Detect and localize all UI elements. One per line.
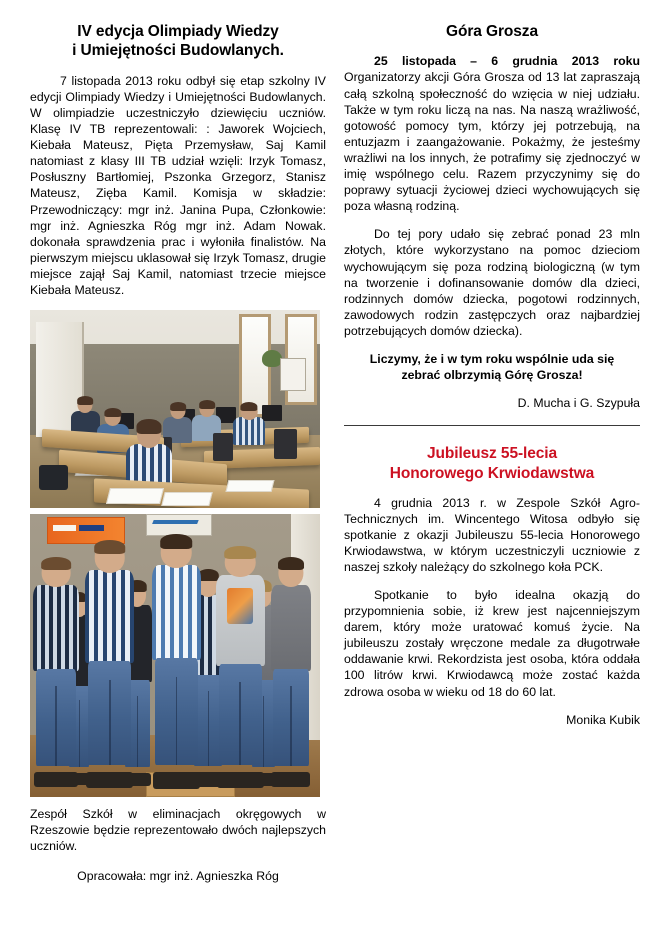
gora-grosza-heading: Góra Grosza: [446, 23, 538, 40]
gora-grosza-date-lead: 25 listopada – 6 grudnia 2013 roku: [374, 54, 640, 69]
board-stripe: [153, 520, 199, 524]
left-heading-line-2: i Umiejętności Budowlanych.: [72, 42, 284, 60]
photo-chair: [274, 429, 297, 459]
krwiodawstwo-heading-line-1: Jubileusz 55-lecia: [426, 445, 557, 463]
photo-chair: [213, 433, 233, 461]
krwiodawstwo-heading: [344, 444, 640, 484]
photo-caption: Zespół Szkół w eliminacjach okręgowych w Rzeszowie będzie reprezentowało dwóch najlepszych uczniów.: [30, 807, 326, 854]
photo-paper-sheet: [162, 492, 214, 506]
photo-student-group: [30, 514, 320, 797]
section-divider: [344, 425, 640, 426]
gora-grosza-closing: [344, 351, 640, 383]
two-column-layout: [30, 22, 640, 884]
banner-block-blue: [79, 525, 105, 531]
photo-paper-sheet: [226, 480, 274, 492]
gora-grosza-paragraph-1: [344, 53, 640, 214]
photo-person: [85, 542, 134, 774]
photo-person: [33, 559, 79, 774]
gora-grosza-paragraph-2: Do tej pory udało się zebrać ponad 23 mln złotych, które wykorzystano na pomoc dzieciom wychowującym się poza rodziną biologiczną (w tym na tworzenie i dofinansowanie domów dla dzieci, rodzinnych domów dziecka, pogotowi rodzinnych, zawodowych rodzin zastępczych oraz najbardziej potrzebujących domów dziecka).: [344, 227, 640, 338]
left-heading-line-1: IV edycja Olimpiady Wiedzy: [77, 23, 279, 40]
left-article-heading: [30, 22, 326, 61]
photo-backpack: [39, 465, 68, 491]
photo-plant: [262, 350, 282, 368]
left-article-author: Opracowała: mgr inż. Agnieszka Róg: [77, 869, 279, 884]
krwiodawstwo-signature: Monika Kubik: [566, 712, 640, 727]
photo-person: [216, 548, 265, 774]
photo-classroom-olympiad: [30, 310, 320, 508]
photo-person: [271, 559, 312, 774]
krwiodawstwo-heading-line-2: Honorowego Krwiodawstwa: [389, 465, 595, 483]
gora-grosza-closing-line-1: Liczymy, że i w tym roku wspólnie uda się: [369, 351, 615, 366]
gora-grosza-signature: D. Mucha i G. Szypuła: [517, 396, 640, 411]
right-column: [344, 22, 640, 738]
photo-student: [233, 403, 265, 445]
gora-grosza-closing-line-2: zebrać olbrzymią Górę Grosza!: [401, 368, 583, 383]
krwiodawstwo-paragraph-2: Spotkanie to było idealna okazją do przypomnienia sobie, iż krew jest najcenniejszym darem, który może uratować komuś życie. Na jubileuszu zostały wręczone medale za długotrwałe oddawanie krwi. Rekordzista jest osoba, która oddała 100 litrów krwi. Krwiodawcą może zostać każda zdrowa osoba w wieku od 18 do 60 lat.: [344, 588, 640, 699]
photo-student-foreground: [126, 421, 172, 488]
left-column: [30, 22, 326, 884]
left-article-paragraph: 7 listopada 2013 roku odbył się etap szkolny IV edycji Olimpiady Wiedzy i Umiejętności Budowlanych. W olimpiadzie uczestniczyło dziewięciu uczniów. Klasę IV TB reprezentowali: : Jaworek Wojciech, Kiebała Mateusz, Pięta Przemysław, Saj Kamil natomiast z klasy III TB udział wzięli: Irzyk Tomasz, Posłuszny Bartłomiej, Pszonka Grzegorz, Stanisz Mateusz, Zięba Kamil. Komisja w składzie: Przewodniczący: mgr inż. Janina Pupa, Członkowie: mgr inż. Agnieszka Róg mgr inż. Adam Nowak. dokonała sprawdzenia prac i wyłoniła finalistów. Na pierwszym miejscu uklasował się Irzyk Tomasz, drugie miejsce zajął Saj Kamil, natomiast trzecie miejsce Kiebała Mateusz.: [30, 73, 326, 297]
photo-wall-board: [146, 514, 212, 536]
krwiodawstwo-paragraph-1: 4 grudnia 2013 r. w Zespole Szkół Agro-Technicznych im. Wincentego Witosa odbyło się spotkanie z okazji Jubileuszu 55-lecia Honorowego Krwiodawstwa, w którym uczestniczyli uczniowie z naszej szkoły należący do szkolnego koła PCK.: [344, 495, 640, 574]
gora-grosza-paragraph-1-rest: Organizatorzy akcji Góra Grosza od 13 lat zapraszają całą szkolną społeczność do wzięcia w niej udziału. Także w tym roku liczą na nas. Na naszą wrażliwość, gotowość pomocy tym, którzy jej potrzebują, na entuzjazm i zaangażowanie. Pokażmy, że jesteśmy wrażliwi na los innych, że potrafimy się zjednoczyć w imię wspólnego celu. Razem przyczynimy się do poprawy sytuacji życiowej dzieci wychowujących się poza własną rodziną.: [344, 70, 640, 214]
photo-person: [152, 537, 201, 775]
photo-paper-sheet: [106, 488, 164, 504]
banner-block-white: [53, 525, 76, 531]
photo-monitor: [262, 405, 282, 421]
photo-wall-poster: [280, 358, 305, 392]
